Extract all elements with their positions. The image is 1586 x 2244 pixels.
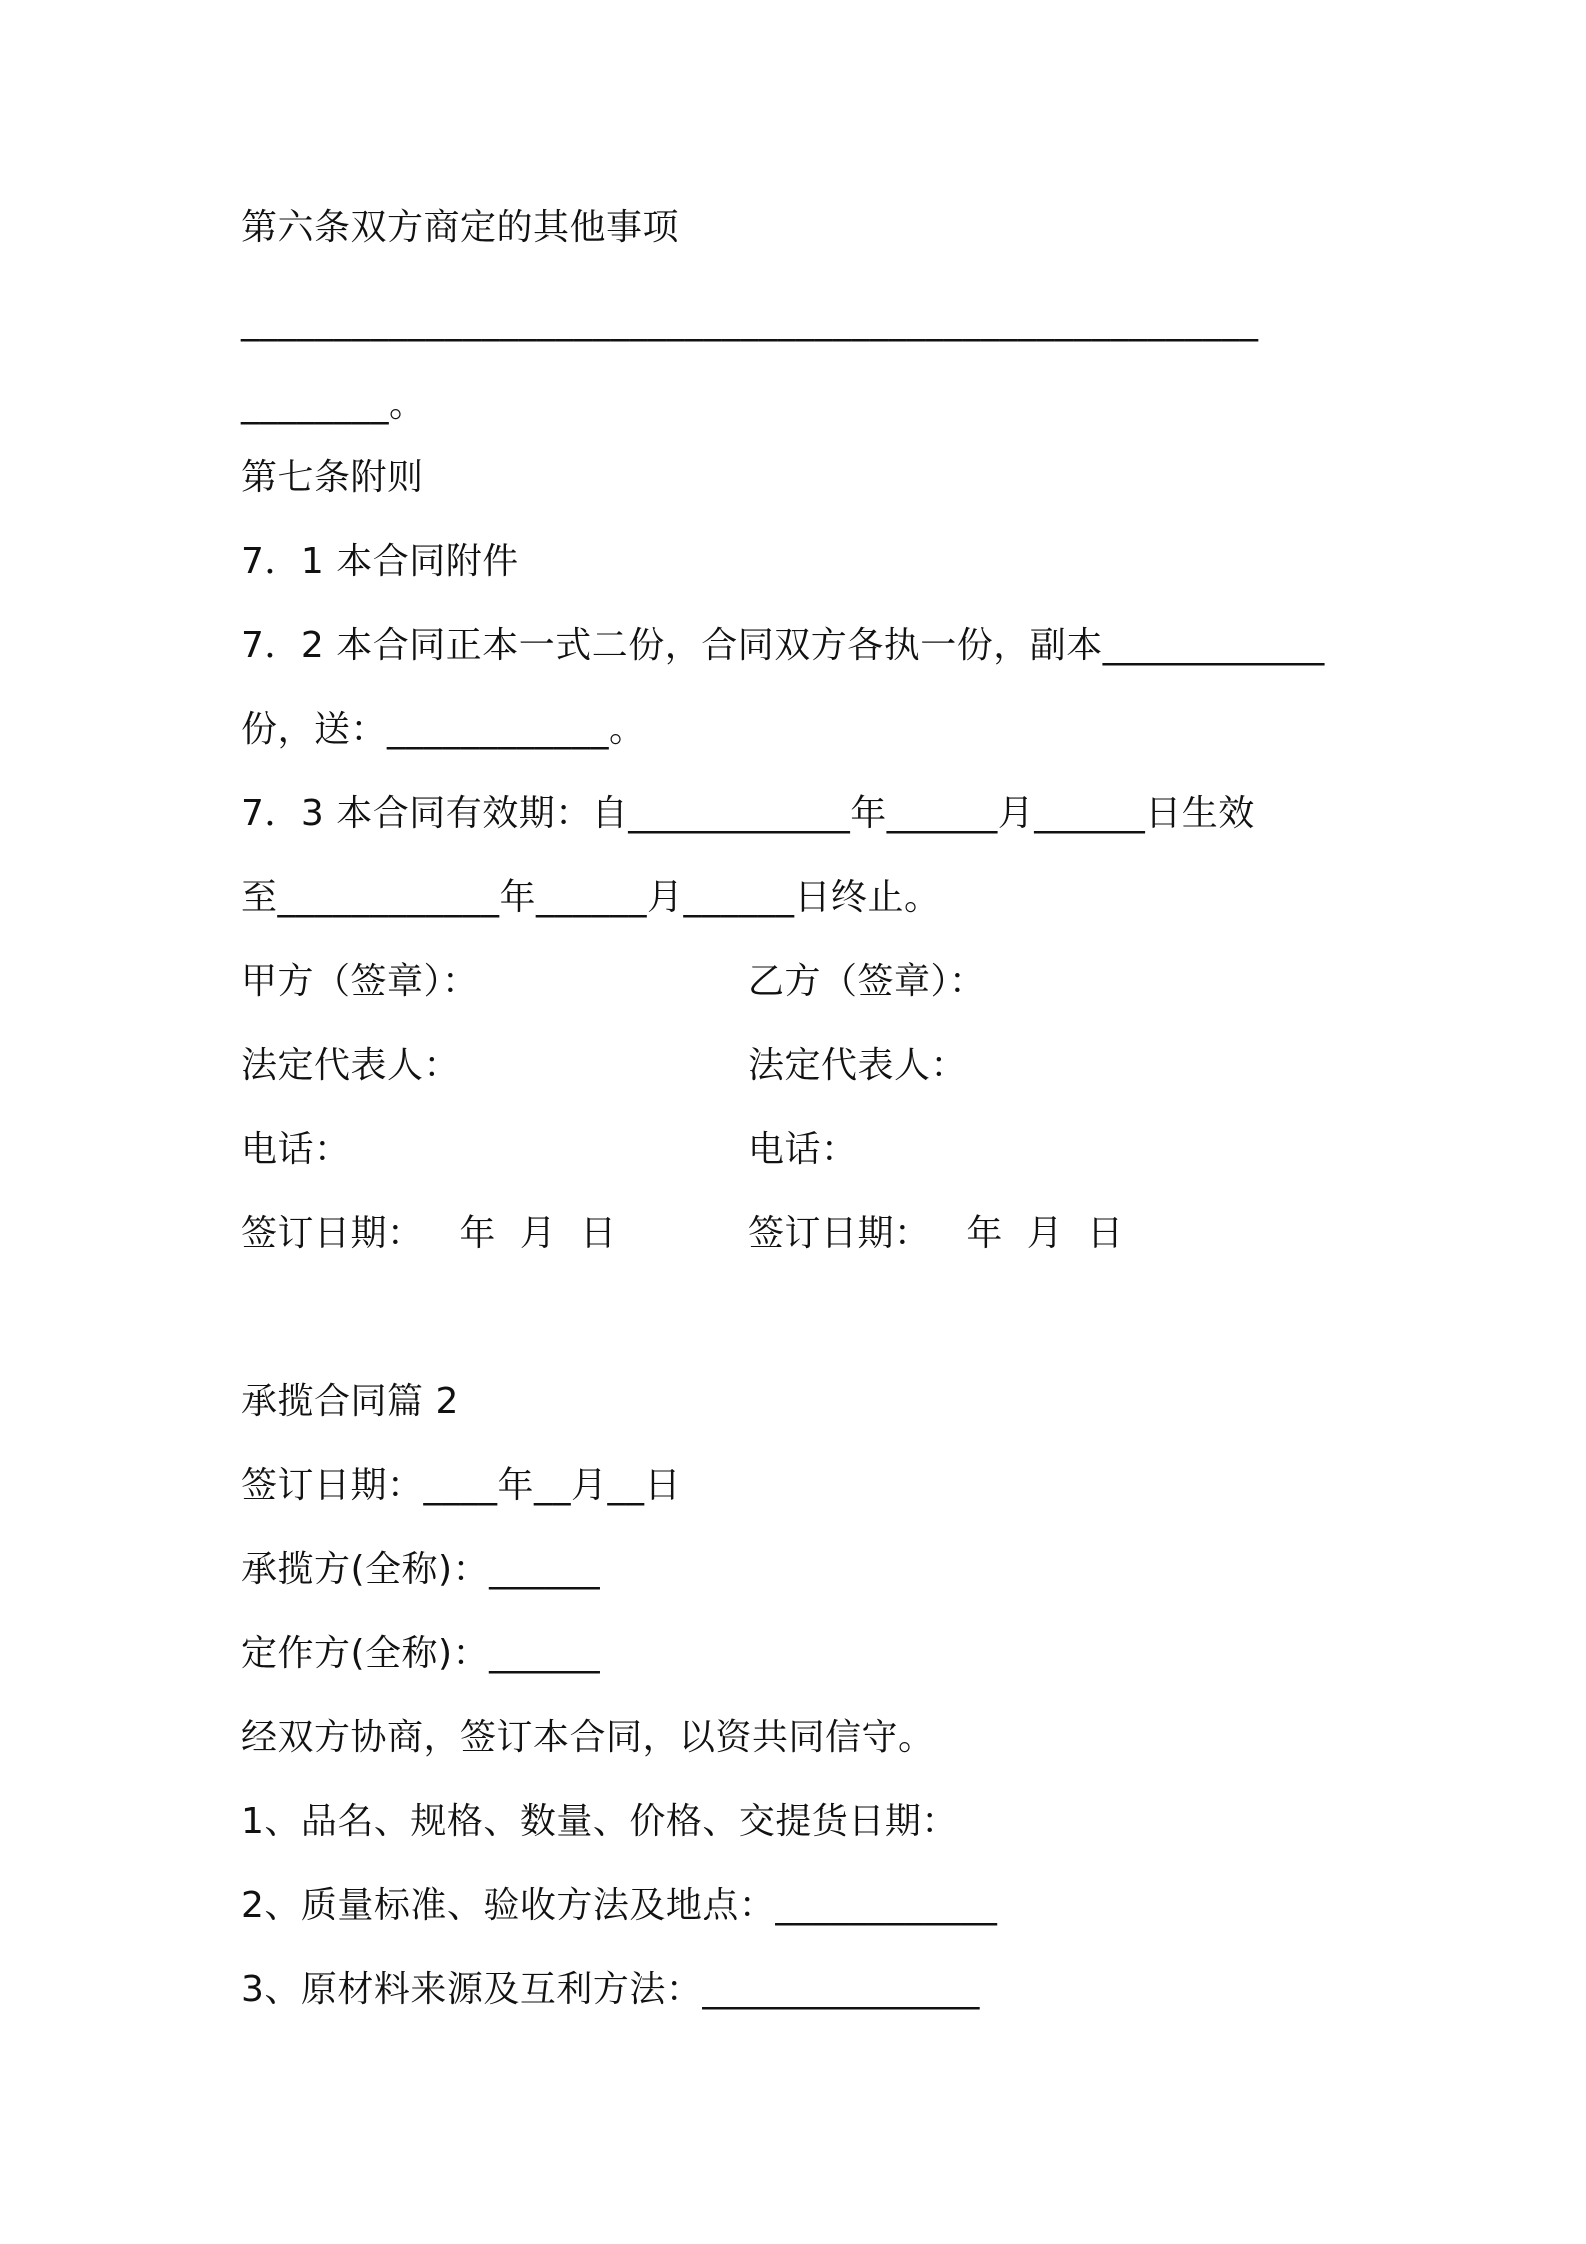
party-b-representative: 法定代表人： [748, 1045, 968, 1086]
article6-heading: 第六条双方商定的其他事项 [241, 207, 680, 248]
contract2-item3: 3、原材料来源及互利方法：_______________ [241, 1969, 980, 2010]
contract2-contractor: 承揽方(全称)：______ [241, 1549, 601, 1590]
party-a-representative: 法定代表人： [241, 1045, 461, 1086]
contract2-intro: 经双方协商，签订本合同，以资共同信守。 [241, 1717, 935, 1758]
article7-item3-line1: 7．3 本合同有效期：自____________年______月______日生效 [241, 793, 1255, 834]
contract2-item1: 1、品名、规格、数量、价格、交提货日期： [241, 1801, 958, 1842]
article7-item3-line2: 至____________年______月______日终止。 [241, 877, 941, 918]
party-b-sign-date: 签订日期： 年 月 日 [748, 1213, 1124, 1254]
party-a-signature: 甲方（签章）： [241, 961, 479, 1002]
contract2-item2: 2、质量标准、验收方法及地点：____________ [241, 1885, 998, 1926]
party-b-phone: 电话： [748, 1129, 858, 1170]
article7-heading: 第七条附则 [241, 457, 424, 498]
party-b-signature: 乙方（签章）： [748, 961, 986, 1002]
article7-item1: 7．1 本合同附件 [241, 541, 519, 582]
article6-blank-end: ________。 [241, 384, 426, 425]
contract2-orderer: 定作方(全称)：______ [241, 1633, 601, 1674]
article6-blank-line: _______________________________________________________ [241, 301, 1259, 342]
party-a-phone: 电话： [241, 1129, 351, 1170]
contract2-title: 承揽合同篇 2 [241, 1381, 459, 1422]
article7-item2-line1: 7．2 本合同正本一式二份，合同双方各执一份，副本____________ [241, 625, 1325, 666]
contract2-sign-date: 签订日期：____年__月__日 [241, 1465, 682, 1506]
party-a-sign-date: 签订日期： 年 月 日 [241, 1213, 617, 1254]
article7-item2-line2: 份，送：____________。 [241, 709, 646, 750]
